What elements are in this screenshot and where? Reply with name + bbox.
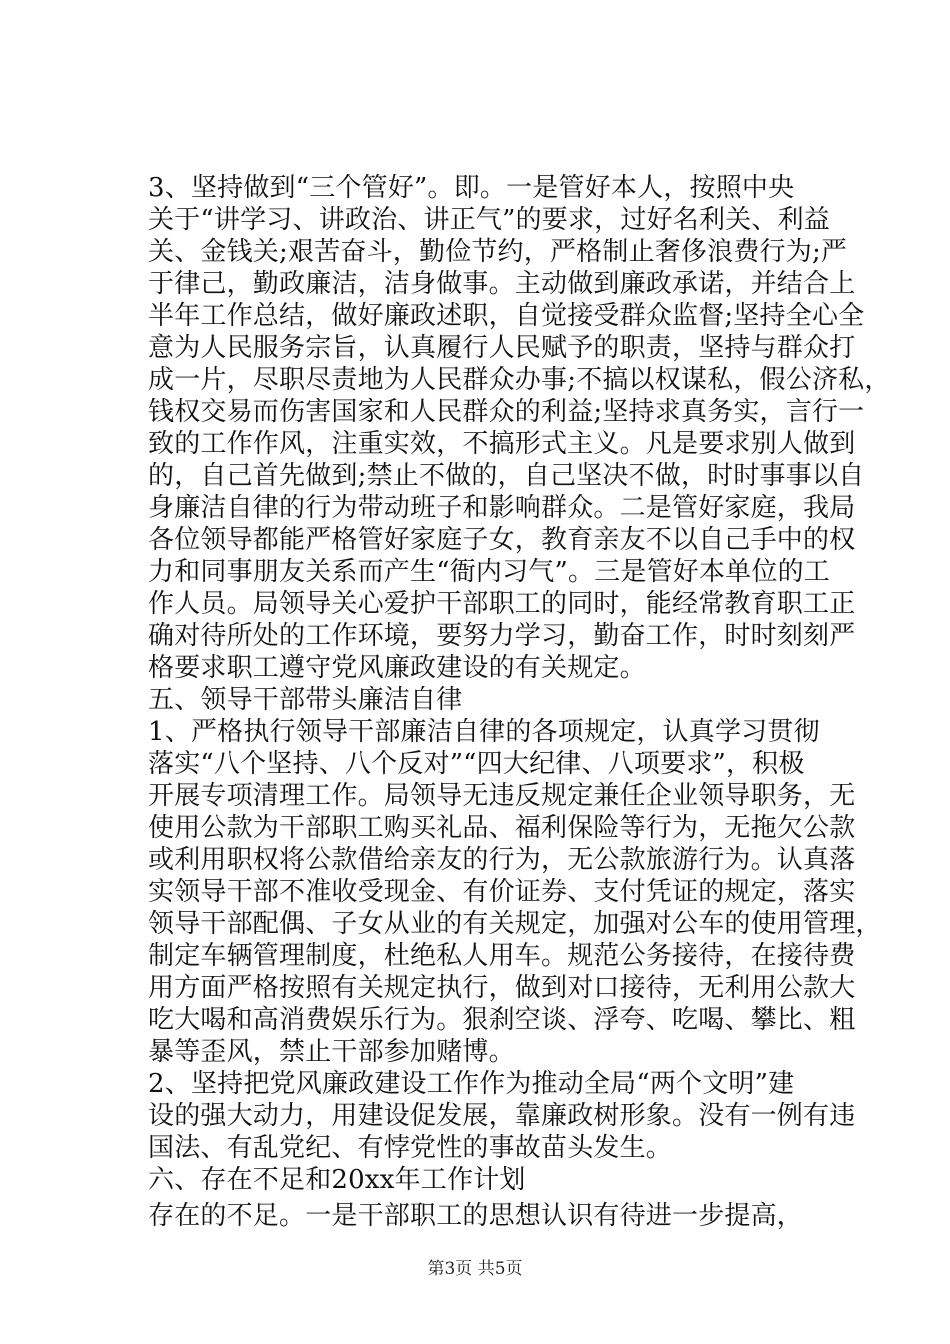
text-line: 确对待所处的工作环境，要努力学习，勤奋工作，时时刻刻严: [148, 621, 856, 651]
text-line: 各位领导都能严格管好家庭子女，教育亲友不以自己手中的权: [148, 525, 856, 555]
text-line: 开展专项清理工作。局领导无违反规定兼任企业领导职务，无: [148, 781, 856, 811]
text-line: 实领导干部不准收受现金、有价证券、支付凭证的规定，落实: [148, 877, 856, 907]
text-line: 成一片，尽职尽责地为人民群众办事;不搞以权谋私，假公济私，: [148, 365, 891, 395]
text-line: 的，自己首先做到;禁止不做的，自己坚决不做，时时事事以自: [148, 461, 865, 491]
text-line: 设的强大动力，用建设促发展，靠廉政树形象。没有一例有违: [148, 1101, 856, 1131]
text-line: 半年工作总结，做好廉政述职，自觉接受群众监督;坚持全心全: [148, 301, 865, 331]
text-line: 力和同事朋友关系而产生“衙内习气”。三是管好本单位的工: [148, 557, 830, 587]
text-line: 国法、有乱党纪、有悖党性的事故苗头发生。: [148, 1133, 673, 1163]
text-line: 领导干部配偶、子女从业的有关规定，加强对公车的使用管理，: [148, 909, 882, 939]
text-line: 制定车辆管理制度，杜绝私人用车。规范公务接待，在接待费: [148, 941, 856, 971]
text-line: 格要求职工遵守党风廉政建设的有关规定。: [148, 653, 646, 683]
text-line: 关、金钱关;艰苦奋斗，勤俭节约，严格制止奢侈浪费行为;严: [148, 237, 848, 267]
page-number-footer: 第3页 共5页: [427, 1259, 523, 1279]
text-line: 暴等歪风，禁止干部参加赌博。: [148, 1037, 515, 1067]
text-line: 使用公款为干部职工购买礼品、福利保险等行为，无拖欠公款: [148, 813, 856, 843]
text-line: 身廉洁自律的行为带动班子和影响群众。二是管好家庭，我局: [148, 493, 856, 523]
text-line: 2、坚持把党风廉政建设工作作为推动全局“两个文明”建: [148, 1069, 795, 1099]
text-line: 钱权交易而伤害国家和人民群众的利益;坚持求真务实，言行一: [148, 397, 865, 427]
text-line: 3、坚持做到“三个管好”。即。一是管好本人，按照中央: [148, 173, 795, 203]
text-line: 1、严格执行领导干部廉洁自律的各项规定，认真学习贯彻: [148, 717, 820, 747]
text-line: 落实“八个坚持、八个反对”“四大纪律、八项要求”，积极: [148, 749, 805, 779]
text-line: 作人员。局领导关心爱护干部职工的同时，能经常教育职工正: [148, 589, 856, 619]
text-line: 吃大喝和高消费娱乐行为。狠刹空谈、浮夸、吃喝、攀比、粗: [148, 1005, 856, 1035]
text-line: 存在的不足。一是干部职工的思想认识有待进一步提高，: [148, 1201, 804, 1231]
section-heading: 五、领导干部带头廉洁自律: [148, 685, 463, 715]
text-line: 或利用职权将公款借给亲友的行为，无公款旅游行为。认真落: [148, 845, 856, 875]
text-line: 用方面严格按照有关规定执行，做到对口接待，无利用公款大: [148, 973, 856, 1003]
text-line: 关于“讲学习、讲政治、讲正气”的要求，过好名利关、利益: [148, 205, 830, 235]
section-heading: 六、存在不足和20xx年工作计划: [148, 1165, 526, 1195]
text-line: 致的工作作风，注重实效，不搞形式主义。凡是要求别人做到: [148, 429, 856, 459]
text-line: 意为人民服务宗旨，认真履行人民赋予的职责，坚持与群众打: [148, 333, 856, 363]
text-line: 于律己，勤政廉洁，洁身做事。主动做到廉政承诺，并结合上: [148, 269, 856, 299]
